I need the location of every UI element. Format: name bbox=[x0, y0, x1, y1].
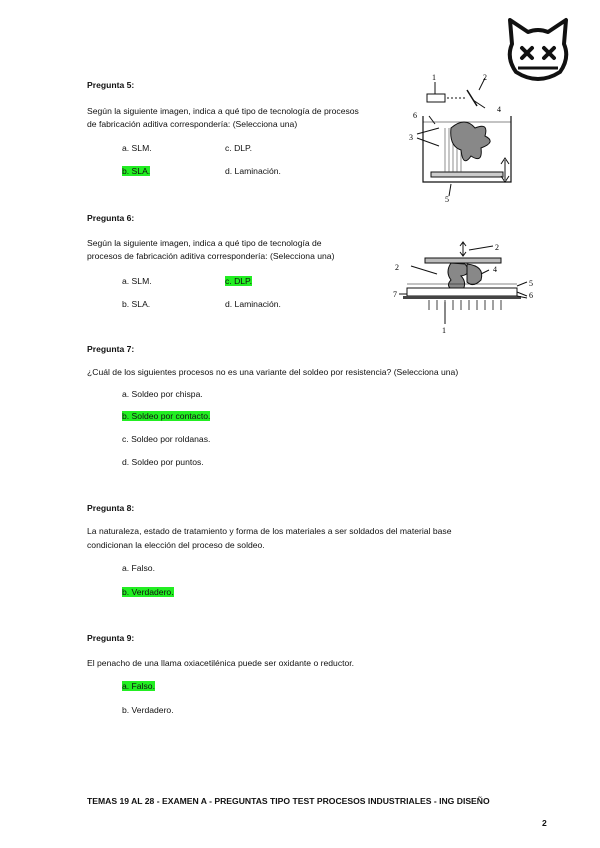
dlp-label-7: 7 bbox=[393, 290, 397, 299]
question-8-text-line-2: condicionan la elección del proceso de soldeo. bbox=[87, 540, 265, 550]
question-8-title: Pregunta 8: bbox=[87, 503, 135, 513]
sla-label-4: 4 bbox=[497, 105, 501, 114]
question-7-option-a[interactable]: a. Soldeo por chispa. bbox=[122, 389, 203, 399]
page-number: 2 bbox=[542, 818, 547, 828]
question-7-text-line-1: ¿Cuál de los siguientes procesos no es una variante del soldeo por resistencia? (Selecciona una) bbox=[87, 367, 459, 377]
question-6-option-d[interactable]: d. Laminación. bbox=[225, 299, 281, 309]
dlp-label-5: 5 bbox=[529, 279, 533, 288]
question-5-text-line-1: Según la siguiente imagen, indica a qué tipo de tecnología de procesos bbox=[87, 106, 359, 116]
question-7-option-c[interactable]: c. Soldeo por roldanas. bbox=[122, 434, 211, 444]
question-9-text-line-1: El penacho de una llama oxiacetilénica puede ser oxidante o reductor. bbox=[87, 658, 355, 668]
dlp-diagram bbox=[393, 240, 543, 335]
question-5-option-c[interactable]: c. DLP. bbox=[225, 143, 253, 153]
dlp-label-4: 4 bbox=[493, 265, 497, 274]
question-5-option-d[interactable]: d. Laminación. bbox=[225, 166, 281, 176]
question-5-option-b[interactable]: b. SLA. bbox=[122, 166, 151, 176]
question-6-option-b[interactable]: b. SLA. bbox=[122, 299, 151, 309]
dlp-label-1: 1 bbox=[442, 326, 446, 335]
question-8-option-a[interactable]: a. Falso. bbox=[122, 563, 155, 573]
sla-diagram bbox=[405, 72, 525, 202]
question-8-text-line-1: La naturaleza, estado de tratamiento y forma de los materiales a ser soldados del material base bbox=[87, 526, 452, 536]
question-5-option-a[interactable]: a. SLM. bbox=[122, 143, 152, 153]
sla-label-6: 6 bbox=[413, 111, 417, 120]
question-9-option-b[interactable]: b. Verdadero. bbox=[122, 705, 174, 715]
dlp-label-2-left: 2 bbox=[395, 263, 399, 272]
question-9-option-a[interactable]: a. Falso. bbox=[122, 681, 155, 691]
dlp-label-6: 6 bbox=[529, 291, 533, 300]
sla-label-5: 5 bbox=[445, 195, 449, 202]
question-6-option-a[interactable]: a. SLM. bbox=[122, 276, 152, 286]
sla-label-1: 1 bbox=[432, 73, 436, 82]
page-footer: TEMAS 19 AL 28 - EXAMEN A - PREGUNTAS TIPO TEST PROCESOS INDUSTRIALES - ING DISEÑO bbox=[87, 796, 490, 806]
question-7-option-d[interactable]: d. Soldeo por puntos. bbox=[122, 457, 204, 467]
sla-label-2: 2 bbox=[483, 73, 487, 82]
question-9-title: Pregunta 9: bbox=[87, 633, 135, 643]
sla-label-3: 3 bbox=[409, 133, 413, 142]
question-6-text-line-2: procesos de fabricación aditiva correspondería: (Selecciona una) bbox=[87, 251, 335, 261]
question-7-title: Pregunta 7: bbox=[87, 344, 135, 354]
question-5-title: Pregunta 5: bbox=[87, 80, 135, 90]
question-6-text-line-1: Según la siguiente imagen, indica a qué tipo de tecnología de bbox=[87, 238, 322, 248]
question-8-option-b[interactable]: b. Verdadero. bbox=[122, 587, 174, 597]
dlp-label-2-top: 2 bbox=[495, 243, 499, 252]
question-5-text-line-2: de fabricación aditiva correspondería: (Selecciona una) bbox=[87, 119, 298, 129]
question-6-title: Pregunta 6: bbox=[87, 213, 135, 223]
question-6-option-c[interactable]: c. DLP. bbox=[225, 276, 253, 286]
question-7-option-b[interactable]: b. Soldeo por contacto. bbox=[122, 411, 211, 421]
